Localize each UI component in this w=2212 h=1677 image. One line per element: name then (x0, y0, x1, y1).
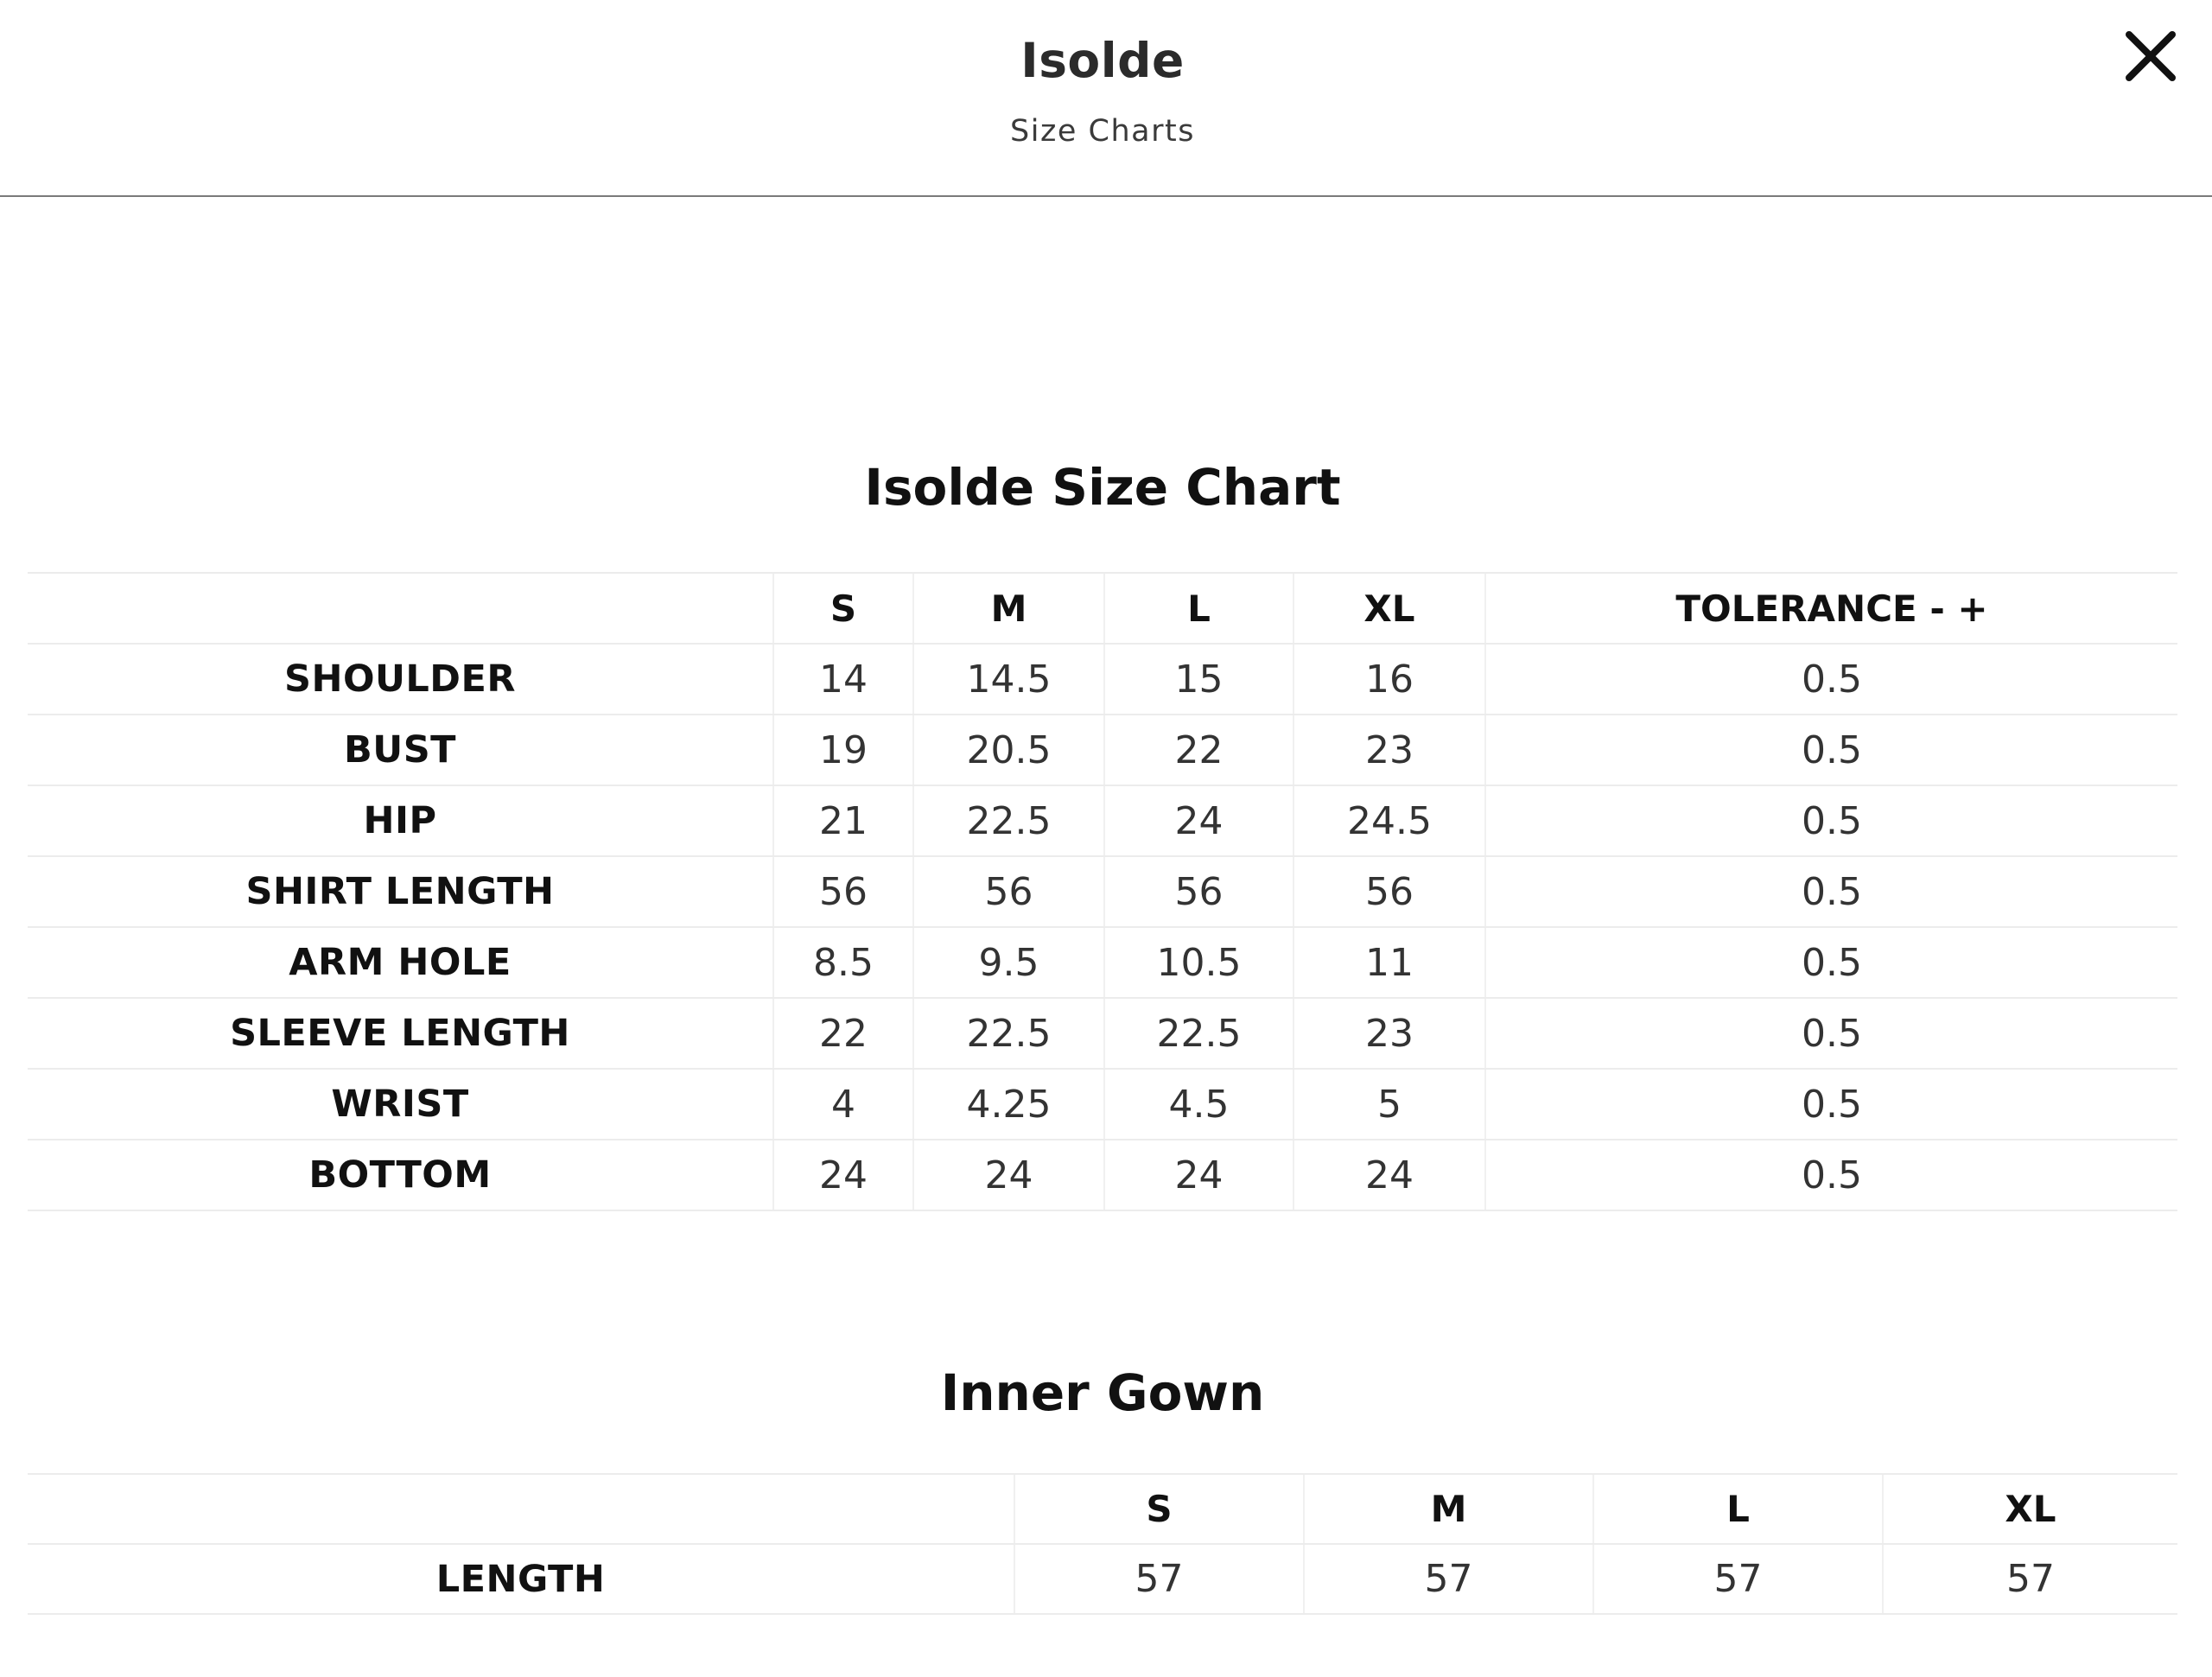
table-cell: 24.5 (1294, 785, 1485, 856)
table-cell: 0.5 (1485, 715, 2177, 785)
table-cell: 4.5 (1104, 1069, 1294, 1140)
table-cell: 4.25 (913, 1069, 1104, 1140)
table-header-row (28, 573, 2177, 644)
row-label: BUST (28, 715, 773, 785)
table-row (28, 1140, 2177, 1210)
row-label: SLEEVE LENGTH (28, 998, 773, 1069)
column-header (28, 1474, 1014, 1544)
table-cell: 0.5 (1485, 856, 2177, 927)
table-cell: 4 (773, 1069, 913, 1140)
column-header: M (913, 573, 1104, 644)
row-label: LENGTH (28, 1544, 1014, 1614)
modal-header (0, 0, 2212, 197)
column-header: L (1104, 573, 1294, 644)
table-cell: 56 (913, 856, 1104, 927)
table-cell: 11 (1294, 927, 1485, 998)
table-row (28, 715, 2177, 785)
table-cell: 56 (1294, 856, 1485, 927)
table-cell: 0.5 (1485, 998, 2177, 1069)
table-cell: 56 (1104, 856, 1294, 927)
column-header: XL (1294, 573, 1485, 644)
table-cell: 22.5 (1104, 998, 1294, 1069)
table-cell: 21 (773, 785, 913, 856)
table-cell: 22.5 (913, 998, 1104, 1069)
table-cell: 0.5 (1485, 927, 2177, 998)
column-header: TOLERANCE - + (1485, 573, 2177, 644)
table-cell: 57 (1014, 1544, 1304, 1614)
table-cell: 23 (1294, 998, 1485, 1069)
table-cell: 5 (1294, 1069, 1485, 1140)
row-label: WRIST (28, 1069, 773, 1140)
table-cell: 15 (1104, 644, 1294, 715)
table-cell: 14.5 (913, 644, 1104, 715)
table-cell: 14 (773, 644, 913, 715)
table-cell: 16 (1294, 644, 1485, 715)
table-cell: 24 (773, 1140, 913, 1210)
inner-gown-title: Inner Gown (940, 1363, 1265, 1422)
table-row (28, 1544, 2177, 1614)
table-cell: 56 (773, 856, 913, 927)
column-header (28, 573, 773, 644)
row-label: ARM HOLE (28, 927, 773, 998)
table-row (28, 644, 2177, 715)
row-label: SHOULDER (28, 644, 773, 715)
table-cell: 9.5 (913, 927, 1104, 998)
column-header: S (1014, 1474, 1304, 1544)
row-label: BOTTOM (28, 1140, 773, 1210)
table-cell: 0.5 (1485, 785, 2177, 856)
table-cell: 0.5 (1485, 644, 2177, 715)
size-chart-title: Isolde Size Chart (864, 458, 1341, 517)
table-cell: 24 (1104, 785, 1294, 856)
close-button[interactable] (2122, 28, 2179, 85)
table-cell: 24 (913, 1140, 1104, 1210)
page-subtitle: Size Charts (1010, 114, 1195, 149)
table-row (28, 998, 2177, 1069)
table-cell: 22 (1104, 715, 1294, 785)
table-cell: 10.5 (1104, 927, 1294, 998)
table-cell: 8.5 (773, 927, 913, 998)
table-cell: 24 (1294, 1140, 1485, 1210)
page-title: Isolde (1020, 33, 1185, 88)
table-row (28, 856, 2177, 927)
table-cell: 0.5 (1485, 1069, 2177, 1140)
table-cell: 19 (773, 715, 913, 785)
table-cell: 57 (1883, 1544, 2177, 1614)
table-header-row (28, 1474, 2177, 1544)
close-icon (2122, 28, 2179, 85)
inner-gown-table (28, 1473, 2177, 1615)
column-header: XL (1883, 1474, 2177, 1544)
row-label: SHIRT LENGTH (28, 856, 773, 927)
table-cell: 0.5 (1485, 1140, 2177, 1210)
table-cell: 24 (1104, 1140, 1294, 1210)
table-row (28, 927, 2177, 998)
table-cell: 22.5 (913, 785, 1104, 856)
row-label: HIP (28, 785, 773, 856)
table-cell: 57 (1304, 1544, 1593, 1614)
size-chart-table (28, 572, 2177, 1211)
table-cell: 57 (1593, 1544, 1883, 1614)
table-row (28, 1069, 2177, 1140)
column-header: L (1593, 1474, 1883, 1544)
table-cell: 22 (773, 998, 913, 1069)
column-header: S (773, 573, 913, 644)
table-cell: 23 (1294, 715, 1485, 785)
column-header: M (1304, 1474, 1593, 1544)
table-row (28, 785, 2177, 856)
table-cell: 20.5 (913, 715, 1104, 785)
